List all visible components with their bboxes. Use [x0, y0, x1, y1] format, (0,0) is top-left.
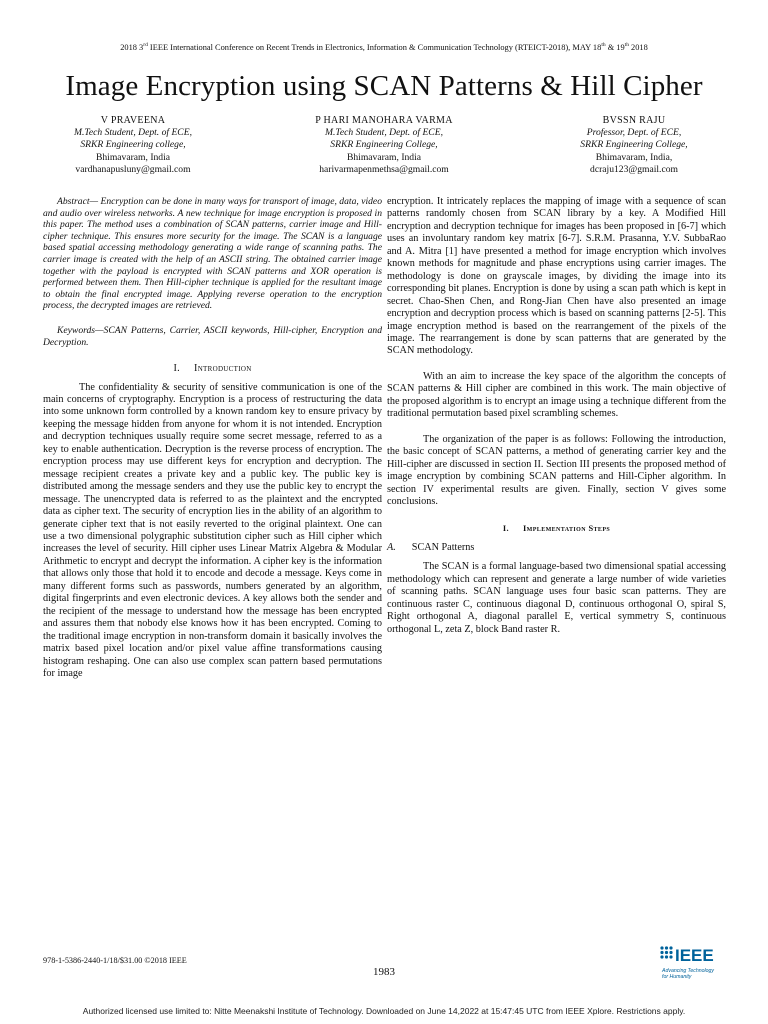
author-block-3 — [524, 115, 744, 176]
body-paragraph: The organization of the paper is as follows: Following the introduction, the basic concept of SCAN patterns, a method of generating carrier key and the Hill-cipher are discussed in section II. Section III presents the proposed method of image encryption by combining SCAN patterns and Hill-Cipher algorithm. In section IV experimental results are given. Finally, section V gives some conclusions. — [387, 433, 726, 507]
author-city: Bhimavaram, India — [95, 151, 171, 163]
page-number: 1983 — [373, 966, 395, 978]
body-paragraph: The SCAN is a formal language-based two dimensional spatial accessing methodology which can represent and generate a large number of wide varieties of scanning paths. SCAN language uses four basic scan patterns. They are continuous raster C, continuous diagonal D, continuous orthogonal O, spiral S, Right orthogonal A, diagonal parallel E, vertical symmetry S, continuous orthogonal L, zeta Z, block Band raster R. — [387, 561, 726, 635]
svg-text:for Humanity: for Humanity — [662, 974, 692, 980]
author-block-2 — [274, 115, 494, 176]
license-notice: Authorized licensed use limited to: Nitte Meenakshi Institute of Technology. Downloaded on June 14,2022 at 15:47:45 UTC from IEEE Xplore. Restrictions apply. — [82, 1006, 686, 1016]
subsection-title: SCAN Patterns — [411, 541, 475, 553]
author-role: M.Tech Student, Dept. of ECE, — [325, 127, 443, 139]
intro-paragraph: The confidentiality & security of sensitive communication is one of the main concerns of cryptography. Encryption is a process of restructuring the data into some unknown form controlled by a known random key to ensure privacy by keeping the message hidden from anyone for whom it is not intended. Encryption and decryption techniques usually require some secret message, referred to as a key to enable authentication. Decryption is the reverse process of encryption. The encryption process may use different keys for encryption and decryption. The message recipient creates a private key and a public key. The public key is distributed among the message senders and they use the public key to encrypt the message. The unencrypted data is referred to as the plaintext and the encrypted data as cipher text. The security of encryption lies in the ability of an algorithm to generate cipher text that is not easily reverted to the original plaintext. One can use a two dimensional polygraphic substitution cipher such as Hill cipher which increases the level of security. Hill cipher uses Linear Matrix Algebra & Modular Arithmetic to encrypt and decrypt the information. A cipher key is the information that allows only those that hold it to encode and decode a message. Keys come in many different forms such as passwords, numbers generated by an algorithm, digital fingerprints and even electronic devices. A key allows both the sender and the recipient of the message to understand how the message has been encrypted and assures them that nobody else knows how it has been encrypted. Coming to the traditional image encryption in non-transform domain it basically involves the matrix based pixel location and/or pixel value affine transformations causing histogram reshaping. One can also use complex scan pattern based permutations for image — [43, 381, 382, 679]
author-name: P HARI MANOHARA VARMA — [315, 115, 453, 126]
section-title: Introduction — [194, 363, 252, 375]
conference-header: 2018 3rd IEEE International Conference on Recent Trends in Electronics, Information & Communication Technology (RTEICT-2018), MAY 18th & 19th 2018 — [120, 42, 648, 52]
section-heading-implementation — [387, 523, 726, 535]
subsection-heading — [387, 542, 726, 554]
author-role: Professor, Dept. of ECE, — [586, 127, 682, 139]
svg-text:Advancing Technology: Advancing Technology — [662, 968, 715, 974]
author-name: BVSSN RAJU — [602, 115, 666, 126]
author-email: vardhanapusluny@gmail.com — [75, 163, 191, 175]
paper-title: Image Encryption using SCAN Patterns & Hill Cipher — [65, 70, 703, 102]
author-email: dcraju123@gmail.com — [590, 163, 678, 175]
subsection-letter: A. — [387, 541, 396, 553]
section-number: I. — [173, 363, 180, 375]
author-college: SRKR Engineering College, — [330, 139, 438, 151]
author-college: SRKR Engineering college, — [80, 139, 186, 151]
author-name: V PRAVEENA — [100, 115, 166, 126]
author-block-1 — [23, 115, 243, 176]
section-title: Implementation Steps — [523, 524, 611, 534]
author-role: M.Tech Student, Dept. of ECE, — [74, 127, 192, 139]
keywords: Keywords—SCAN Patterns, Carrier, ASCII keywords, Hill-cipher, Encryption and Decryption. — [43, 324, 382, 348]
body-paragraph: With an aim to increase the key space of the algorithm the concepts of SCAN patterns & Hill cipher are combined in this work. The main objective of the proposed algorithm is to encrypt an image using a technique different from the traditional permutation based pixel scrambling schemes. — [387, 370, 726, 420]
author-city: Bhimavaram, India — [346, 151, 422, 163]
author-college: SRKR Engineering College, — [580, 139, 688, 151]
isbn-copyright: 978-1-5386-2440-1/18/$31.00 ©2018 IEEE — [43, 956, 187, 965]
ieee-logo — [658, 944, 738, 986]
section-number: I. — [502, 524, 509, 534]
right-column — [387, 196, 726, 636]
svg-text:IEEE: IEEE — [675, 946, 714, 965]
author-city: Bhimavaram, India, — [595, 151, 673, 163]
abstract: Abstract— Encryption can be done in many ways for transport of image, data, video and audio over wireless networks. A new technique for image encryption is proposed in this paper. The method uses a combination of SCAN patterns, carrier image and Hill-cipher technique. This ensures more security for the image. The SCAN is a language based spatial accessing methodology generating a wide range of scanning paths. The carrier image is created with the help of an ASCII string. The obtained carrier image together with the payload is encrypted with SCAN patterns and XOR operation is performed between them. Then Hill-cipher technique is applied for the resultant image to obtain the final encrypted image. Applying reverse operation to the encryption process, the decrypted images are retrieved. — [43, 196, 382, 312]
section-heading-introduction — [43, 363, 382, 375]
left-column — [43, 196, 382, 680]
body-paragraph: encryption. It intricately replaces the mapping of image with a sequence of scan patterns randomly chosen from SCAN library by a key. A Modified Hill encryption and decryption technique for images has been proposed in [6-7] which uses an involuntary random key matrix [6-7]. S.R.M. Prasanna, Y.V. SubbaRao and A. Mitra [1] have presented a method for image encryption which involves known methods for magnitude and phase encryptions using carrier images. The methodology is done on grayscale images, by dividing the image into its corresponding bit planes. Encryption is done by using a scan path which is kept in secret. Chao-Shen Chen, and Rong-Jian Chen have also presented an image encryption and decryption process which is based on scanning patterns [2-5]. This image encryption method is based on the rearrangement of the pixels of the image. The rearrangement is done by scan patterns that are generated by the SCAN methodology. — [387, 196, 726, 357]
author-email: harivarmapenmethsa@gmail.com — [319, 163, 449, 175]
